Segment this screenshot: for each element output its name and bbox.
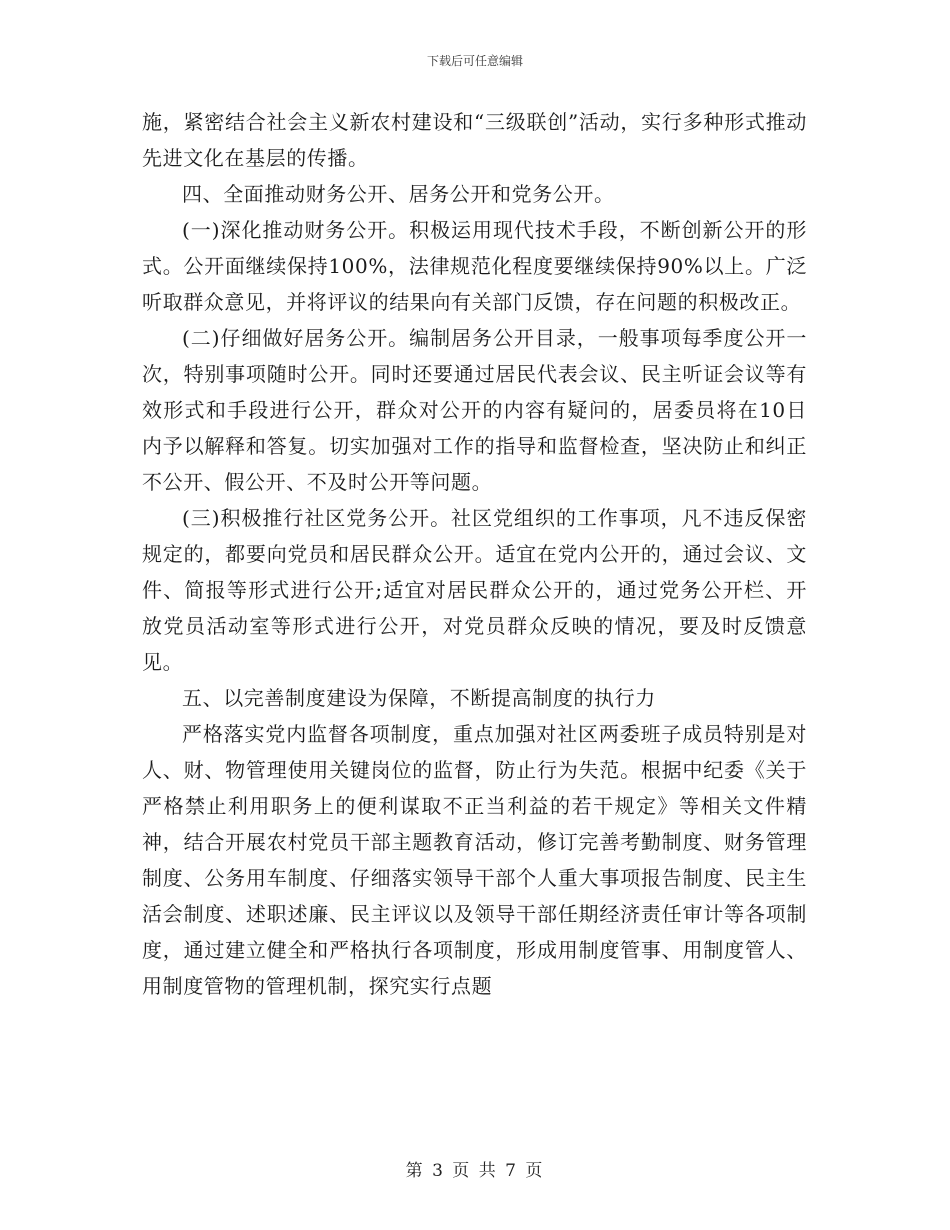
document-body (142, 104, 807, 1004)
paragraph-party-affairs-disclosure: (三)积极推行社区党务公开。社区党组织的工作事项，凡不违反保密规定的，都要向党员和居民群众公开。适宜在党内公开的，通过会议、文件、简报等形式进行公开;适宜对居民群众公开的，通过党务公开栏、开放党员活动室等形式进行公开，对党员群众反映的情况，要及时反馈意见。 (142, 506, 807, 674)
paragraph-system-building: 严格落实党内监督各项制度，重点加强对社区两委班子成员特别是对人、财、物管理使用关键岗位的监督，防止行为失范。根据中纪委《关于严格禁止利用职务上的便利谋取不正当利益的若干规定》等相关文件精神，结合开展农村党员干部主题教育活动，修订完善考勤制度、财务管理制度、公务用车制度、仔细落实领导干部个人重大事项报告制度、民主生活会制度、述职述廉、民主评议以及领导干部任期经济责任审计等各项制度，通过建立健全和严格执行各项制度，形成用制度管事、用制度管人、用制度管物的管理机制，探究实行点题 (142, 722, 807, 998)
paragraph-financial-disclosure: (一)深化推动财务公开。积极运用现代技术手段，不断创新公开的形式。公开面继续保持100%，法律规范化程度要继续保持90%以上。广泛听取群众意见，并将评议的结果向有关部门反馈，存在问题的积极改正。 (142, 218, 807, 314)
page-footer: 第 3 页 共 7 页 (405, 1161, 545, 1181)
paragraph-residential-affairs-disclosure: (二)仔细做好居务公开。编制居务公开目录，一般事项每季度公开一次，特别事项随时公开。同时还要通过居民代表会议、民主听证会议等有效形式和手段进行公开，群众对公开的内容有疑问的，居委员将在10日内予以解释和答复。切实加强对工作的指导和监督检查，坚决防止和纠正不公开、假公开、不及时公开等问题。 (142, 326, 807, 494)
page-header: 下载后可任意编辑 (426, 54, 523, 68)
paragraph-continuation: 施，紧密结合社会主义新农村建设和“三级联创”活动，实行多种形式推动先进文化在基层的传播。 (142, 110, 807, 170)
section-heading-four: 四、全面推动财务公开、居务公开和党务公开。 (182, 182, 615, 206)
section-heading-five: 五、以完善制度建设为保障，不断提高制度的执行力 (182, 686, 656, 710)
